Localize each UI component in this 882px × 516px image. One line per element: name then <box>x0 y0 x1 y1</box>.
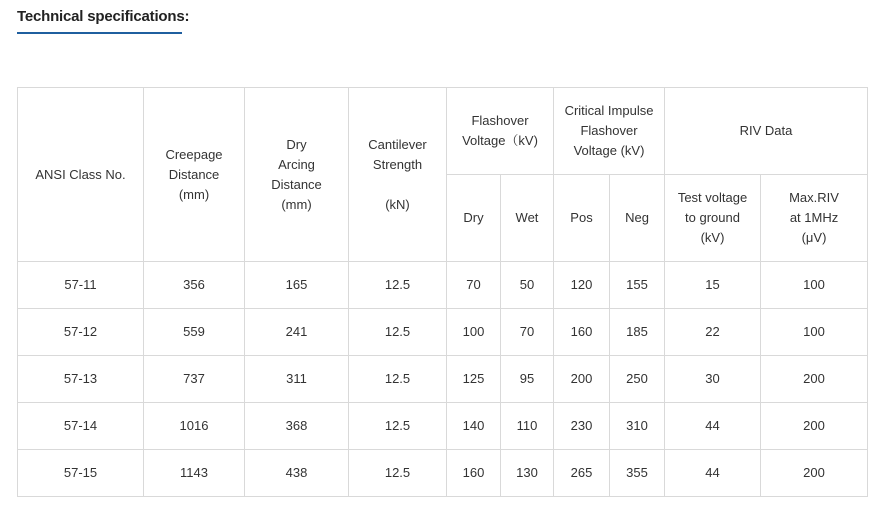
header-dry: Dry <box>447 175 501 262</box>
header-test-voltage: Test voltage to ground (kV) <box>665 175 761 262</box>
table-cell: 160 <box>447 450 501 497</box>
table-cell: 140 <box>447 403 501 450</box>
table-cell: 50 <box>501 262 554 309</box>
table-cell: 355 <box>610 450 665 497</box>
table-cell: 130 <box>501 450 554 497</box>
table-cell: 70 <box>501 309 554 356</box>
table-cell: 100 <box>761 309 868 356</box>
table-cell: 12.5 <box>349 262 447 309</box>
table-cell: 200 <box>761 356 868 403</box>
table-cell: 12.5 <box>349 403 447 450</box>
specifications-table <box>17 87 868 497</box>
table-cell: 57-11 <box>18 262 144 309</box>
table-cell: 15 <box>665 262 761 309</box>
table-cell: 57-14 <box>18 403 144 450</box>
header-row-top <box>18 88 868 175</box>
header-wet: Wet <box>501 175 554 262</box>
table-cell: 200 <box>761 450 868 497</box>
table-cell: 70 <box>447 262 501 309</box>
table-cell: 12.5 <box>349 309 447 356</box>
table-cell: 438 <box>245 450 349 497</box>
header-critical-impulse: Critical Impulse Flashover Voltage (kV) <box>554 88 665 175</box>
title-underline <box>17 32 182 34</box>
table-row <box>18 262 868 309</box>
header-flashover-voltage: Flashover Voltage（kV) <box>447 88 554 175</box>
table-cell: 100 <box>447 309 501 356</box>
table-cell: 310 <box>610 403 665 450</box>
header-neg: Neg <box>610 175 665 262</box>
header-ansi-class: ANSI Class No. <box>18 88 144 262</box>
table-cell: 356 <box>144 262 245 309</box>
table-cell: 185 <box>610 309 665 356</box>
header-creepage-distance: Creepage Distance (mm) <box>144 88 245 262</box>
table-cell: 110 <box>501 403 554 450</box>
table-cell: 44 <box>665 403 761 450</box>
table-cell: 95 <box>501 356 554 403</box>
table-cell: 30 <box>665 356 761 403</box>
table-cell: 230 <box>554 403 610 450</box>
header-max-riv: Max.RIV at 1MHz (μV) <box>761 175 868 262</box>
table-cell: 160 <box>554 309 610 356</box>
table-row <box>18 450 868 497</box>
table-cell: 559 <box>144 309 245 356</box>
table-cell: 22 <box>665 309 761 356</box>
table-row <box>18 403 868 450</box>
table-cell: 100 <box>761 262 868 309</box>
header-riv-data: RIV Data <box>665 88 868 175</box>
table-cell: 311 <box>245 356 349 403</box>
table-cell: 1016 <box>144 403 245 450</box>
table-cell: 57-15 <box>18 450 144 497</box>
table-cell: 57-13 <box>18 356 144 403</box>
table-cell: 1143 <box>144 450 245 497</box>
table-cell: 125 <box>447 356 501 403</box>
table-cell: 200 <box>761 403 868 450</box>
table-cell: 737 <box>144 356 245 403</box>
table-cell: 57-12 <box>18 309 144 356</box>
table-cell: 200 <box>554 356 610 403</box>
table-cell: 155 <box>610 262 665 309</box>
header-dry-arcing-distance: Dry Arcing Distance (mm) <box>245 88 349 262</box>
header-cantilever-strength: Cantilever Strength (kN) <box>349 88 447 262</box>
table-row <box>18 309 868 356</box>
table-cell: 265 <box>554 450 610 497</box>
table-cell: 12.5 <box>349 450 447 497</box>
table-cell: 165 <box>245 262 349 309</box>
table-cell: 368 <box>245 403 349 450</box>
section-title: Technical specifications: <box>17 8 190 25</box>
table-row <box>18 356 868 403</box>
table-cell: 241 <box>245 309 349 356</box>
table-cell: 44 <box>665 450 761 497</box>
table-cell: 12.5 <box>349 356 447 403</box>
header-pos: Pos <box>554 175 610 262</box>
table-cell: 250 <box>610 356 665 403</box>
table-cell: 120 <box>554 262 610 309</box>
